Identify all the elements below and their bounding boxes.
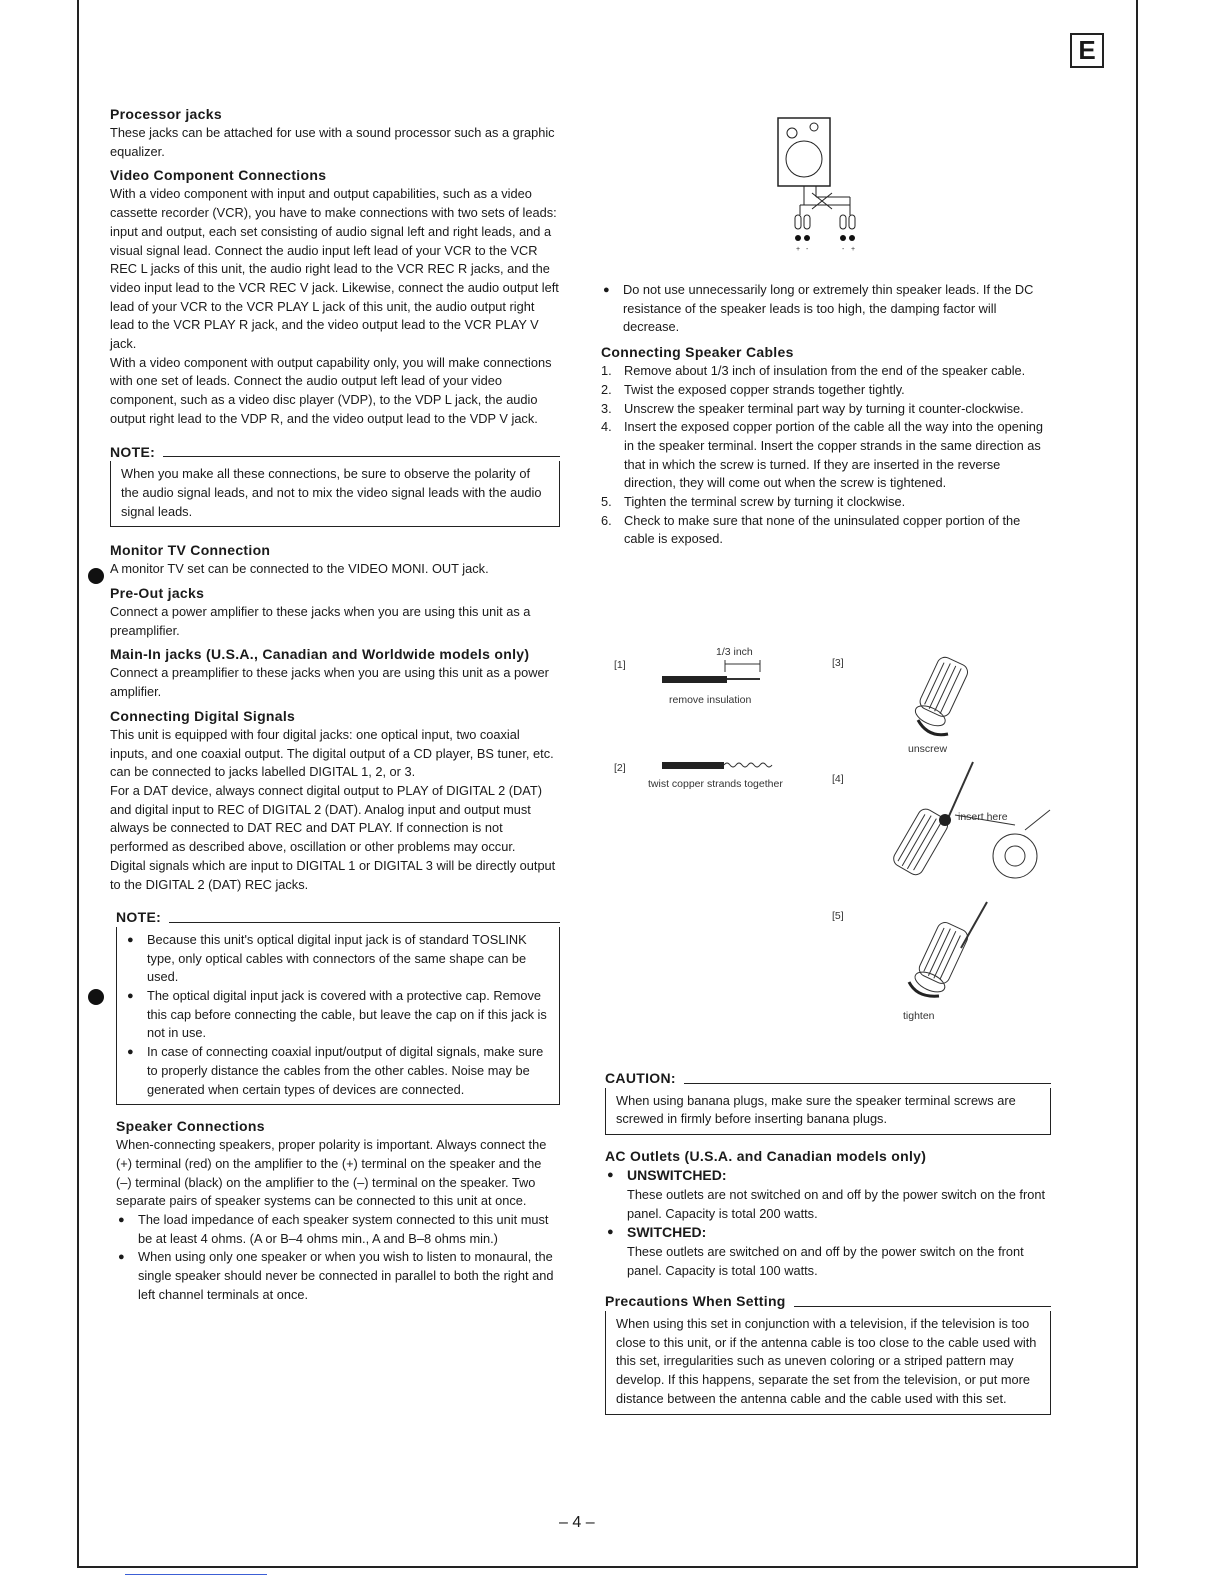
speaker-item: ● When using only one speaker or when you wish to listen to monaural, the single speaker should never be connected in parallel to both the right and left channel terminals at once. xyxy=(116,1248,560,1304)
processor-body: These jacks can be attached for use with a sound processor such as a graphic equalizer. xyxy=(110,125,555,159)
step-item: 1. Remove about 1/3 inch of insulation from the end of the speaker cable. xyxy=(601,363,1026,379)
switched-label: SWITCHED: xyxy=(627,1224,707,1241)
tighten-figure xyxy=(895,898,1005,1008)
note-2-item: ● Because this unit's optical digital input jack is of standard TOSLINK type, only optical cables with connectors of the same shape can be used. xyxy=(125,931,551,987)
lead-warning: ● Do not use unnecessarily long or extremely thin speaker leads. If the DC resistance of the speaker leads is too high, the damping factor will decrease. xyxy=(601,281,1051,337)
fig-number: [3] xyxy=(832,657,844,669)
speaker-body: When-connecting speakers, proper polarity is important. Always connect the (+) terminal (red) on the amplifier to the (+) terminal on the speaker and the (–) terminal (black) on the amplifier to the (–) terminal on the speaker. Two separate pairs of speaker systems can be connected to this unit at once. xyxy=(116,1137,547,1209)
monitor-heading: Monitor TV Connection xyxy=(110,542,271,559)
corner-rule xyxy=(125,1574,267,1575)
page-number: – 4 – xyxy=(559,1514,595,1531)
polarity-mark: + xyxy=(796,246,801,253)
note-2 xyxy=(116,908,560,1105)
right-column-top xyxy=(601,281,1051,549)
step-item: 2. Twist the exposed copper strands together tightly. xyxy=(601,381,905,397)
processor-heading: Processor jacks xyxy=(110,106,222,122)
left-column xyxy=(110,105,560,1305)
processor-section xyxy=(110,105,560,161)
speaker-item: ● The load impedance of each speaker system connected to this unit must be at least 4 ohms. (A or B–4 ohms min., A and B–8 ohms min.) xyxy=(116,1211,560,1248)
digital-section xyxy=(110,707,560,894)
mainin-heading: Main-In jacks (U.S.A., Canadian and Worldwide models only) xyxy=(110,646,530,663)
tighten-label: tighten xyxy=(903,1010,935,1022)
video-paragraph-1: With a video component with input and output capabilities, such as a video cassette recorder (VCR), you have to make connections with two sets of leads: input and output, each set consisting of audio signal left and right leads, and a visual signal lead. Connect the audio input left lead of your VCR to the VCR REC L jacks of this unit, the audio right lead to the VCR REC R jacks, and the video input lead to the VCR REC V jack. Likewise, connect the audio output left lead of your VCR to the VCR PLAY L jack of this unit, the audio output right lead to the VCR PLAY R jack, and the video output lead to the VCR PLAY V jack. xyxy=(110,186,559,352)
preout-heading: Pre-Out jacks xyxy=(110,585,205,602)
mainin-section xyxy=(110,645,560,701)
punch-hole-dot xyxy=(88,568,104,584)
speaker-section xyxy=(116,1117,560,1304)
polarity-mark: - xyxy=(842,246,845,253)
ac-section xyxy=(605,1147,1051,1280)
monitor-body: A monitor TV set can be connected to the VIDEO MONI. OUT jack. xyxy=(110,561,489,577)
precautions-box xyxy=(605,1292,1051,1414)
step-item: 6. Check to make sure that none of the uninsulated copper portion of the cable is exposed. xyxy=(601,512,1021,547)
ac-heading: AC Outlets (U.S.A. and Canadian models only) xyxy=(605,1148,927,1165)
punch-hole-dot xyxy=(88,989,104,1005)
preout-section xyxy=(110,584,560,640)
video-paragraph-2: With a video component with output capability only, you will make connections with one set of leads. Connect the audio output left lead of your video component, such as a video disc player (VDP), to the VDP L jack, the audio output right lead to the VDP R, and the video output lead to the VDP V jack. xyxy=(110,354,552,426)
remove-label: remove insulation xyxy=(669,694,752,706)
polarity-mark: - xyxy=(806,246,809,253)
speaker-heading: Speaker Connections xyxy=(116,1118,265,1135)
precautions-text: When using this set in conjunction with a television, if the television is too close to this unit, or if the antenna cable is too close to the cable used with this set, irregularities such as uneven coloring or a striped pattern may develop. If this happens, separate the set from the television, or put more distance between the antenna cable and the cable used with this set. xyxy=(616,1316,1037,1406)
digital-paragraph-2: For a DAT device, always connect digital output to PLAY of DIGITAL 2 (DAT) and digital input to REC of DIGITAL 2 (DAT). Analog input and output must always be connected to DAT REC and DAT PLAY. If connection is not performed as described above, oscillation or other problems may occur. xyxy=(110,782,542,855)
note-1-text: When you make all these connections, be sure to observe the polarity of the audio signal leads, and not to mix the video signal leads with the audio signal leads. xyxy=(121,466,542,519)
twist-strands-figure xyxy=(660,758,780,778)
remove-insulation-figure xyxy=(660,658,770,688)
switched-text: These outlets are switched on and off by the power switch on the front panel. Capacity is total 100 watts. xyxy=(627,1243,1024,1278)
step-item: 5. Tighten the terminal screw by turning it clockwise. xyxy=(601,494,906,510)
cables-steps xyxy=(601,362,1051,549)
language-badge: E xyxy=(1070,33,1104,68)
fig-number: [5] xyxy=(832,910,844,922)
insert-label: insert here xyxy=(958,811,1008,823)
video-section xyxy=(110,166,560,428)
unscrew-figure xyxy=(900,650,980,745)
digital-paragraph-1: This unit is equipped with four digital jacks: one optical input, two coaxial inputs, and one coaxial output. The digital output of a CD player, BS tuner, etc. can be connected to jacks labelled DIGITAL 1, 2, or 3. xyxy=(110,726,554,780)
mainin-body: Connect a preamplifier to these jacks when you are using this unit as a power amplifier. xyxy=(110,665,549,700)
inch-label: 1/3 inch xyxy=(716,646,753,658)
step-item: 3. Unscrew the speaker terminal part way by turning it counter-clockwise. xyxy=(601,400,1024,416)
insert-figure xyxy=(875,760,1055,895)
unswitched-text: These outlets are not switched on and off by the power switch on the front panel. Capacity is total 200 watts. xyxy=(627,1186,1046,1221)
note-2-item: ● In case of connecting coaxial input/output of digital signals, make sure to properly distance the cables from the other cables. Noise may be generated when certain types of devices are connected. xyxy=(125,1043,551,1099)
note-1 xyxy=(110,443,560,528)
fig-number: [1] xyxy=(614,659,626,671)
digital-heading: Connecting Digital Signals xyxy=(110,707,296,724)
caution-label: CAUTION: xyxy=(605,1070,676,1086)
digital-paragraph-3: Digital signals which are input to DIGITAL 1 or DIGITAL 3 will be directly output to the DIGITAL 2 (DAT) REC jacks. xyxy=(110,857,556,892)
polarity-mark: + xyxy=(851,246,856,253)
right-column-bottom xyxy=(605,1069,1051,1415)
speaker-polarity-figure xyxy=(770,115,880,265)
unswitched-label: UNSWITCHED: xyxy=(627,1167,727,1184)
unscrew-label: unscrew xyxy=(908,743,948,755)
video-heading: Video Component Connections xyxy=(110,167,327,184)
preout-body: Connect a power amplifier to these jacks when you are using this unit as a preamplifier. xyxy=(110,604,531,638)
twist-label: twist copper strands together xyxy=(648,778,783,790)
note-2-item: ● The optical digital input jack is covered with a protective cap. Remove this cap before connecting the cable, but leave the cap on if this jack is not in use. xyxy=(125,987,551,1043)
step-item: 4. Insert the exposed copper portion of the cable all the way into the opening in the speaker terminal. Insert the copper strands in the same direction as that in which the screw is turned. If they are inserted in the reverse direction, they will come out when the screw is tightened. xyxy=(601,419,1044,491)
monitor-section xyxy=(110,541,560,579)
note-2-label: NOTE: xyxy=(116,909,162,926)
fig-number: [2] xyxy=(614,762,626,774)
cables-heading: Connecting Speaker Cables xyxy=(601,344,794,361)
caution-box xyxy=(605,1069,1051,1135)
fig-number: [4] xyxy=(832,773,844,785)
precautions-label: Precautions When Setting xyxy=(605,1293,786,1310)
note-1-label: NOTE: xyxy=(110,443,156,460)
caution-text: When using banana plugs, make sure the speaker terminal screws are screwed in firmly before inserting banana plugs. xyxy=(616,1092,1016,1127)
